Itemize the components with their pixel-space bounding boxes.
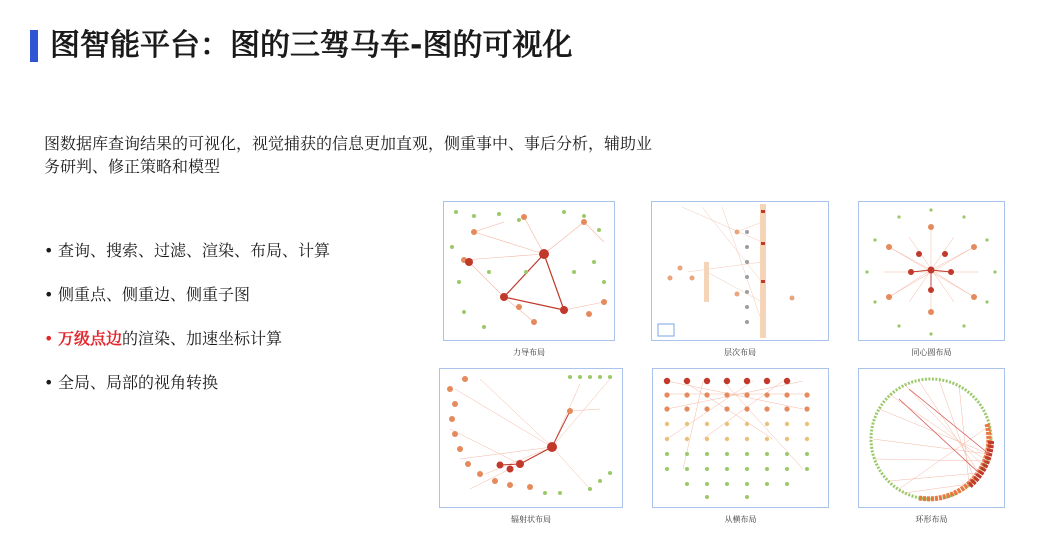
circular-layout-graph bbox=[859, 369, 1004, 507]
graph-preview bbox=[858, 368, 1005, 508]
bullet-dot: • bbox=[44, 241, 54, 260]
concentric-layout-graph bbox=[859, 202, 1004, 340]
feature-list bbox=[44, 240, 330, 416]
layout-caption: 环形布局 bbox=[915, 515, 948, 524]
graph-preview bbox=[858, 201, 1005, 341]
feature-text: 查询、搜索、过滤、渲染、布局、计算 bbox=[58, 241, 331, 260]
layout-caption: 力导布局 bbox=[513, 348, 545, 357]
grid-layout-graph bbox=[653, 369, 828, 507]
feature-text: 全局、局部的视角转换 bbox=[58, 373, 219, 392]
layout-caption: 从横布局 bbox=[724, 515, 757, 524]
layout-caption: 同心圆布局 bbox=[911, 348, 952, 357]
feature-item bbox=[44, 240, 330, 262]
feature-text: 的渲染、加速坐标计算 bbox=[122, 329, 283, 348]
title-accent-bar bbox=[30, 30, 38, 62]
graph-preview bbox=[652, 368, 829, 508]
bullet-dot: • bbox=[44, 329, 54, 348]
layout-caption: 辐射状布局 bbox=[511, 515, 551, 524]
feature-highlight: 万级点边 bbox=[58, 329, 123, 348]
feature-item bbox=[44, 372, 330, 394]
radial-layout-graph bbox=[440, 369, 622, 507]
graph-preview bbox=[439, 368, 623, 508]
force-layout-graph bbox=[444, 202, 614, 340]
layout-caption: 层次布局 bbox=[724, 348, 756, 357]
hierarchy-layout-graph bbox=[652, 202, 828, 340]
intro-paragraph: 图数据库查询结果的可视化，视觉捕获的信息更加直观，侧重事中、事后分析，辅助业务研判、修正策略和模型 bbox=[44, 134, 653, 176]
feature-item bbox=[44, 328, 330, 350]
graph-preview bbox=[443, 201, 615, 341]
feature-text: 侧重点、侧重边、侧重子图 bbox=[58, 285, 251, 304]
page-title: 图智能平台：图的三驾马车-图的可视化 bbox=[50, 28, 573, 63]
feature-item bbox=[44, 284, 330, 306]
graph-preview bbox=[651, 201, 829, 341]
bullet-dot: • bbox=[44, 373, 54, 392]
bullet-dot: • bbox=[44, 285, 54, 304]
